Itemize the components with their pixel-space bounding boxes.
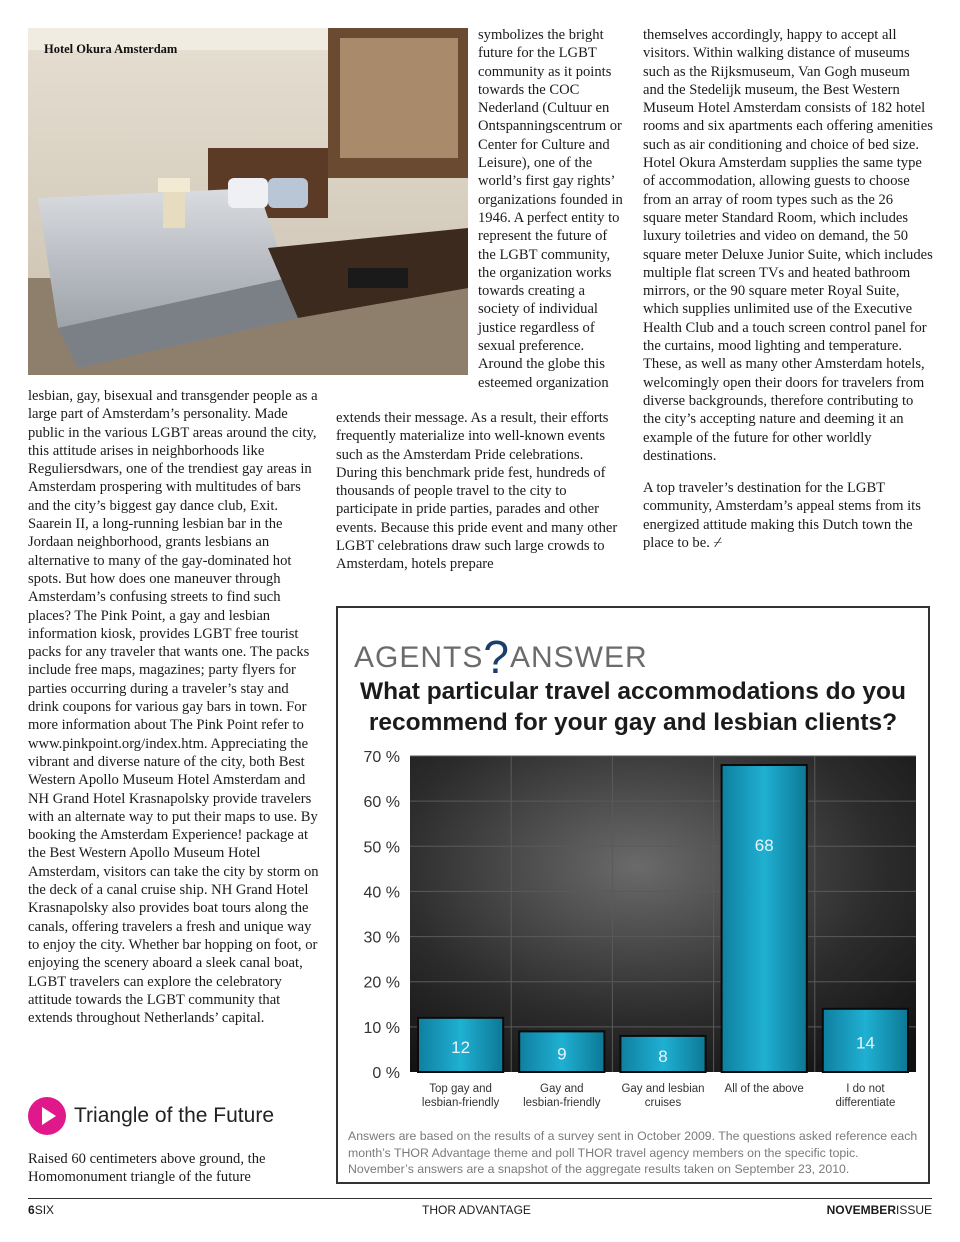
y-tick-label: 40 % bbox=[363, 884, 400, 902]
x-category-label: All of the above bbox=[724, 1083, 804, 1095]
poll-footnote: Answers are based on the results of a survey sent in October 2009. The questions asked reference each month’s THOR Advantage theme and poll THOR travel agency members on the specific topic. November’s answers are a snapshot of the aggregate results taken on September 23, 2010. bbox=[348, 1129, 918, 1176]
x-category-label: cruises bbox=[644, 1097, 682, 1109]
column-3-paragraph: themselves accordingly, happy to accept all visitors. Within walking distance of museums such as the Rijksmuseum, Van Gogh museum and the Stedelijk museum, the Best Western Museum Hotel Amsterdam consists of 182 hotel rooms and six apartments each offering amenities such as air conditioning and choice of bed size. Hotel Okura Amsterdam supplies the same type of accommodation, allowing guests to choose from an array of room types such as the 26 square meter Standard Room, which includes luxury toiletries and video on demand, the 50 square meter Deluxe Junior Suite, which includes multiple flat screen TVs and heated bathroom mirrors, or the 90 square meter Royal Suite, which supplies unlimited use of the Executive Health Club and a touch screen control panel for the curtains, mood lighting and temperature. These, as well as many other Amsterdam hotels, welcomingly open their doors for travelers from diverse backgrounds, therefore contributing to the city’s accepting nature and deeming it an example of the future for other worldly destinations. bbox=[643, 27, 933, 464]
column-2-wide-text bbox=[336, 409, 628, 574]
column-2-wide-paragraph: extends their message. As a result, their efforts frequently materialize into well-known events such as the Amsterdam Pride celebrations. During this benchmark pride fest, hundreds of thousands of people travel to the city to participate in pride parties, parades and other events. Because this pride event and many other LGBT celebrations draw such large crowds to Amsterdam, hotels prepare bbox=[336, 410, 618, 573]
section-heading-text: Triangle of the Future bbox=[74, 1104, 274, 1127]
closing-paragraph: A top traveler’s destination for the LGBT community, Amsterdam’s appeal stems from its energized attitude making this Dutch town the place to be. bbox=[643, 480, 921, 552]
page-number bbox=[28, 1203, 54, 1217]
poll-bar-chart bbox=[338, 748, 928, 1128]
publication-name: THOR ADVANTAGE bbox=[422, 1203, 531, 1217]
column-1-paragraph: lesbian, gay, bisexual and transgender people as a large part of Amsterdam’s personality. Made public in the various LGBT areas around the city, this attitude arises in neighborhoods like Reguliersdwars, one of the trendiest gay areas in Amsterdam prospering with multitudes of bars and the city’s biggest gay dance club, Exit. Saarein II, a long-running lesbian bar in the Jordaan neighborhood, grants lesbians an alternative to many of the gay-dominated hot spots. But how does one maneuver through Amsterdam’s confusing streets to find such places? The Pink Point, a gay and lesbian information kiosk, provides LGBT free tourist packs for any traveler that wants one. The packs include free maps, magazines; party flyers for parties occurring during a traveler’s stay and drink coupons for various gay bars in town. For more information about The Pink Point refer to www.pinkpoint.org/index.htm. Appreciating the vibrant and diverse nature of the city, both Best Western Apollo Museum Hotel Amsterdam and NH Grand Hotel Krasnapolsky provide travelers with an alternate way to put their maps to use. By booking the Amsterdam Experience! package at the Best Western Apollo Museum Hotel Amsterdam, visitors can take the city by storm on the deck of a canal cruise ship. NH Grand Hotel Krasnapolsky also provides boat tours along the canals, offering travelers a fresh and unique way to enjoy the city. Whether bar hopping on foot, or enjoying the scenery aboard a sleek canal boat, LGBT travelers can explore the celebratory attitude towards the LGBT community that extends throughout Netherlands’ capital. bbox=[28, 388, 319, 1027]
brand-agents: AGENTS bbox=[354, 641, 484, 674]
column-2-narrow-paragraph: symbolizes the bright future for the LGBT community as it points towards the COC Nederland (Cultuur en Ontspanningscentrum or Center for Culture and Leisure), one of the world’s first gay rights’ organizations founded in 1946. A perfect entity to represent the future of the LGBT community, the organization works towards creating a society of individual justice regardless of sexual preference. Around the globe this esteemed organization bbox=[478, 27, 623, 391]
x-category-label: I do not bbox=[846, 1083, 885, 1095]
end-mark: ⌿ bbox=[713, 535, 723, 552]
bar-value-label: 9 bbox=[557, 1044, 567, 1064]
poll-question: What particular travel accommodations do you recommend for your gay and lesbian clients? bbox=[360, 678, 906, 736]
column-2-narrow-text bbox=[478, 26, 626, 392]
bar-value-label: 8 bbox=[658, 1046, 668, 1066]
column-3-text bbox=[643, 26, 933, 552]
y-tick-label: 0 % bbox=[372, 1065, 400, 1082]
page-num: 6 bbox=[28, 1203, 35, 1217]
hotel-room-illustration bbox=[28, 28, 468, 375]
x-category-label: lesbian-friendly bbox=[421, 1097, 500, 1109]
poll-brand bbox=[354, 624, 648, 683]
issue-label bbox=[827, 1203, 932, 1217]
column-1-paragraph-2: Raised 60 centimeters above ground, the Homomonument triangle of the future bbox=[28, 1151, 266, 1186]
x-category-label: lesbian-friendly bbox=[523, 1097, 601, 1109]
brand-answer: ANSWER bbox=[509, 641, 648, 674]
bar-value-label: 12 bbox=[451, 1037, 471, 1057]
column-3-paragraph-2 bbox=[643, 479, 933, 552]
page-word: SIX bbox=[34, 1203, 55, 1217]
hotel-room-photo bbox=[28, 28, 468, 375]
bar bbox=[722, 765, 807, 1072]
x-category-label: differentiate bbox=[835, 1097, 896, 1109]
agents-answer-poll bbox=[336, 606, 930, 1184]
x-category-label: Gay and bbox=[540, 1083, 584, 1095]
play-icon bbox=[28, 1097, 66, 1135]
bar-value-label: 14 bbox=[855, 1033, 875, 1053]
column-1-text bbox=[28, 387, 320, 1027]
y-tick-label: 50 % bbox=[363, 839, 400, 857]
x-category-label: Top gay and bbox=[429, 1083, 492, 1095]
issue-month: NOVEMBER bbox=[826, 1203, 896, 1217]
bar-value-label: 68 bbox=[754, 835, 774, 855]
question-mark-icon: ? bbox=[483, 631, 510, 683]
column-1-text-continued bbox=[28, 1150, 320, 1187]
y-tick-label: 10 % bbox=[363, 1019, 400, 1037]
section-heading bbox=[28, 1096, 274, 1136]
issue-word: ISSUE bbox=[895, 1203, 932, 1217]
y-tick-label: 20 % bbox=[363, 974, 400, 992]
x-category-label: Gay and lesbian bbox=[621, 1083, 705, 1095]
y-tick-label: 70 % bbox=[363, 749, 400, 766]
y-tick-label: 30 % bbox=[363, 929, 400, 947]
y-tick-label: 60 % bbox=[363, 794, 400, 812]
page-footer bbox=[28, 1198, 932, 1219]
photo-caption: Hotel Okura Amsterdam bbox=[44, 42, 178, 56]
